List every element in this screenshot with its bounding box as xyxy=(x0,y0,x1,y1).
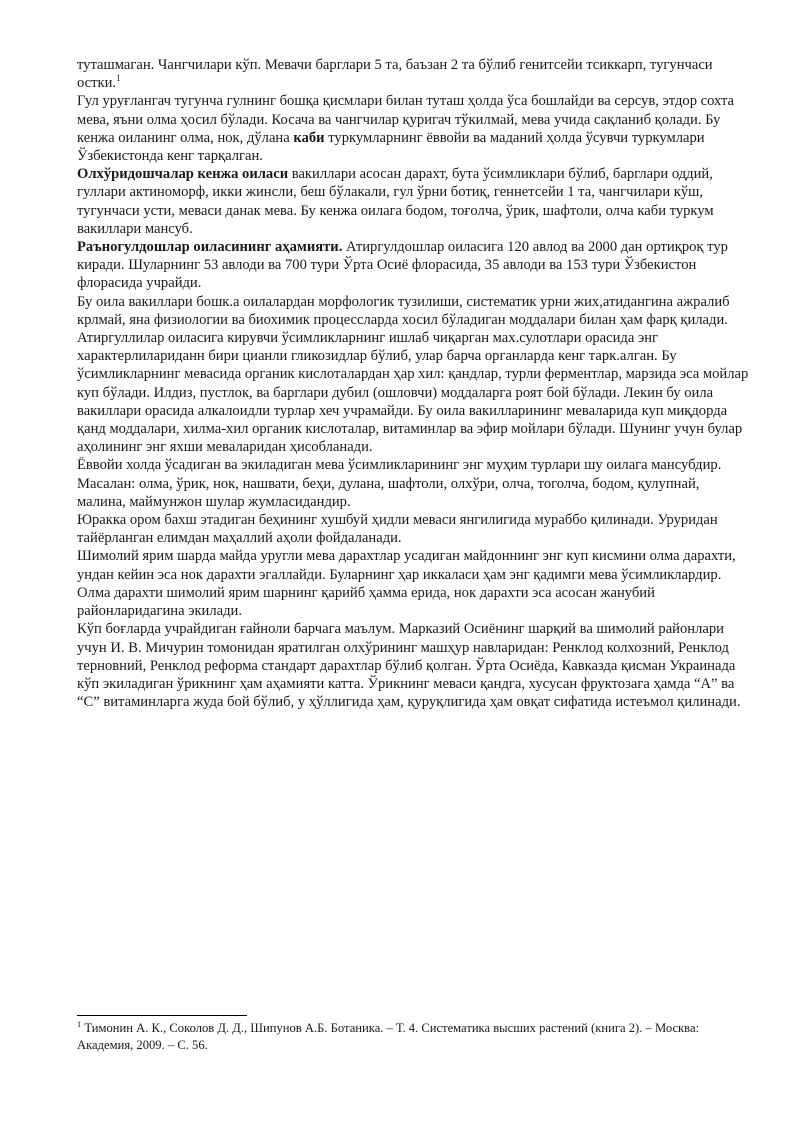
footnote-separator xyxy=(77,1015,247,1016)
paragraph-5: Бу оила вакиллари бошк.а оилалардан морфологик тузилиши, систематик урни жих,атидангина ажралиб крлмай, яна физиологии ва биохимик процессларда хосил бўладиган моддалари билан ҳам фарқ қилади. xyxy=(77,293,730,328)
section-heading-inline: Олхўридошчалар кенжа оиласи xyxy=(77,166,289,183)
section-heading-inline: Раъногулдошлар оиласининг аҳамияти. xyxy=(77,239,343,256)
bold-term: каби xyxy=(293,129,325,146)
paragraph-8: Юракка ором бахш этадиган беҳининг хушбуй ҳидли меваси янгилигида мураббо қилинади. Уруридан тайёрланган елимдан маҳаллий аҳоли фойдаланади. xyxy=(77,512,718,547)
footnote-marker: 1 xyxy=(77,1018,82,1029)
paragraph-9: Шимолий ярим шарда майда уругли мева дарахтлар усадиган майдоннинг энг куп кисмини олма дарахти, ундан кейин эса нок дарахти эгаллайди. Буларнинг ҳар иккаласи ҳам энг қадимги мева ўсимликлардир. Олма дарахти шимолий ярим шарнинг қарийб ҳамма ерида, нок дарахти эса асосан жанубий районларидагина экилади. xyxy=(77,548,736,620)
paragraph-10: Кўп боғларда учрайдиган ғайноли барчага маълум. Марказий Осиёнинг шарқий ва шимолий районлари учун И. В. Мичурин томонидан яратилган олхўрининг машҳур навларидан: Ренклод колхозний, Ренклод терновний, Ренклод реформа стандарт дарахтлар бўлиб қолган. Ўрта Осиёда, Кавказда қисман Украинада кўп экиладиган ўрикнинг ҳам аҳамияти катта. Ўрикнинг меваси қандга, хусусан фруктозага ҳамда “А” ва “С” витаминларга жуда бой бўлиб, у ҳўллигида ҳам, қуруқлигида ҳам овқат сифатида истеъмол қилинади. xyxy=(77,621,741,711)
footnote-text: Тимонин А. К., Соколов Д. Д., Шипунов А.Б. Ботаника. – Т. 4. Систематика высших растений (книга 2). – Москва: Академия, 2009. – С. 56. xyxy=(77,1021,700,1052)
paragraph-1: туташмаган. Чангчилари кўп. Мевачи барглари 5 та, баъзан 2 та бўлиб генитсейи тсиккарп, тугунчаси остки.$^1$ xyxy=(77,57,713,92)
paragraph-4: Раъногулдошлар оиласининг аҳамияти. Атиргулдошлар оиласига 120 авлод ва 2000 дан ортиқроқ тур киради. Шуларнинг 53 авлоди ва 700 тури Ўрта Осиё флорасида, 35 авлоди ва 153 тури Ўзбекистон флорасида учрайди. xyxy=(77,239,728,292)
paragraph-2: Гул уруғлангач тугунча гулнинг бошқа қисмлари билан туташ ҳолда ўса бошлайди ва серсув, этдор сохта мева, яъни олма ҳосил бўлади. Косача ва чангчилар қуригач тўкилмай, мева учида сақланиб қолади. Бу кенжа оиланинг олма, нок, дўлана каби туркумларнинг ёввойи ва маданий ҳолда ўсувчи туркумлари Ўзбекистонда кенг тарқалган. xyxy=(77,93,735,165)
paragraph-7: Ёввойи холда ўсадиган ва экиладиган мева ўсимликларининг энг муҳим турлари шу оилага мансубдир. Масалан: олма, ўрик, нок, нашвати, беҳи, дулана, шафтоли, олхўри, олча, тоголча, бодом, қулупнай, малина, маймунжон шулар жумласидандир. xyxy=(77,457,722,510)
paragraph-3: Олхўридошчалар кенжа оиласи вакиллари асосан дарахт, бута ўсимликлари бўлиб, барглари оддий, гуллари актиноморф, икки жинсли, беш бўлакали, гул ўрни ботиқ, геннетсейи 1 та, чангчилари кўш, тугунчаси усти, меваси данак мева. Бу кенжа оилага бодом, тоғолча, ўрик, шафтоли, олча каби туркум вакиллари мансуб. xyxy=(77,166,714,237)
footnote xyxy=(77,1020,757,1054)
paragraph-6: Атиргуллилар оиласига кирувчи ўсимликларнинг ишлаб чиқарган мах.сулотлари орасида энг характерлилариданн бири цианли гликозидлар бўлиб, улар барча органларда кенг тарк.алган. Бу ўсимликларнинг мевасида органик кислоталардан ҳар хил: қандлар, турли ферментлар, марзида эса мойлар куп бўлади. Илдиз, пустлок, ва барглари дубил (ошловчи) моддаларга роят бой бўлади. Лекин бу оила вакиллари орасида алкалоидли турлар хеч учрамайди. Бу оила вакилларининг меваларида куп миқдорда қанд моддалари, хилма-хил органик кислоталар, витаминлар ва эфир мойлари бўлади. Шунинг учун булар аҳолининг энг яхши меваларидан ҳисобланади. xyxy=(77,330,749,456)
footnote-reference[interactable]: 1 xyxy=(116,73,121,84)
document-body xyxy=(77,56,749,711)
